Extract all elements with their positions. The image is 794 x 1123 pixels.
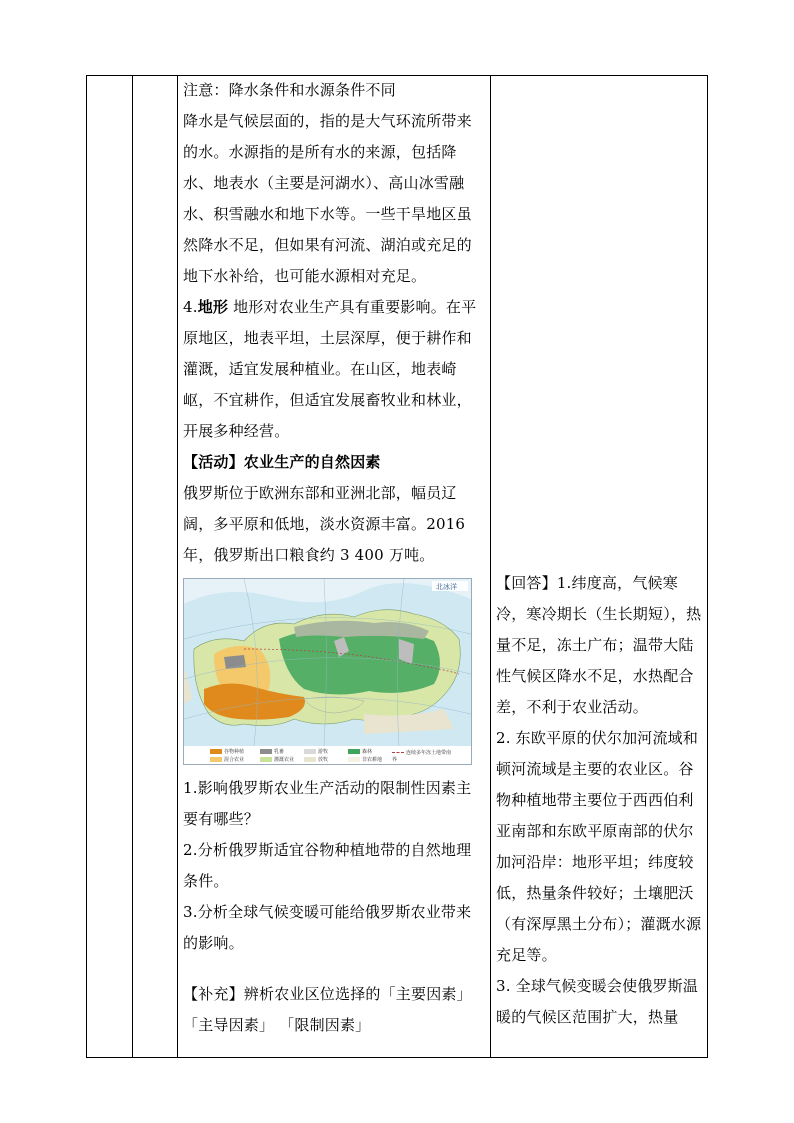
answer-1: 【回答】1.纬度高，气候寒冷，寒冷期长（生长期短），热量不足，冻土广布；温带大陆性气候区降水不足，水热配合差，不利于农业活动。 — [496, 574, 702, 716]
answer-column — [491, 76, 707, 1057]
legend-grain: 谷物种植 — [210, 748, 244, 755]
answer-2: 2. 东欧平原的伏尔加河流域和顿河流域是主要的农业区。谷物种植地带主要位于西西伯利亚南部和东欧平原南部的伏尔加河沿岸：地形平坦；纬度较低，热量条件较好；土壤肥沃（有深厚黑土分布）；灌溉水源充足等。 — [496, 729, 702, 964]
terrain-body: 地形对农业生产具有重要影响。在平原地区，地表平坦，土层深厚，便于耕作和灌溉，适宜发展种植业。在山区，地表崎岖，不宜耕作，但适宜发展畜牧业和林业，开展多种经营。 — [183, 298, 477, 440]
answer-3: 3. 全球气候变暖会使俄罗斯温暖的气候区范围扩大，热量 — [496, 977, 699, 1026]
legend-dairy: 乳畜 — [260, 748, 284, 755]
legend-permafrost: 连续多年冻土地带南界 — [392, 750, 452, 763]
lesson-table — [86, 75, 708, 1058]
content-column — [178, 76, 489, 1057]
terrain-number: 4. — [183, 298, 198, 316]
activity-body: 俄罗斯位于欧洲东部和亚洲北部，幅员辽阔，多平原和低地，淡水资源丰富。2016 年，俄罗斯出口粮食约 3 400 万吨。 — [183, 484, 466, 564]
map-graphic — [184, 579, 471, 746]
legend-irrigation: 灌溉农业 — [260, 756, 294, 763]
column-divider-1 — [132, 76, 133, 1057]
legend-nonfarm: 非农耕地 — [348, 756, 382, 763]
legend-forest: 森林 — [348, 748, 372, 755]
legend-mixed: 混合农业 — [210, 756, 244, 763]
answer-label: 【回答】 — [496, 574, 557, 592]
legend-nomad: 游牧 — [304, 748, 328, 755]
question-2: 2.分析俄罗斯适宜谷物种植地带的自然地理条件。 — [183, 841, 472, 890]
terrain-paragraph — [183, 292, 483, 447]
terrain-title: 地形 — [197, 298, 229, 316]
legend-grazing: 放牧 — [304, 756, 328, 763]
ocean-label: 北冰洋 — [436, 583, 457, 591]
note-body: 降水是气候层面的，指的是大气环流所带来的水。水源指的是所有水的来源，包括降水、地表水（主要是河湖水）、高山冰雪融水、积雪融水和地下水等。一些干旱地区虽然降水不足，但如果有河流、湖泊或充足的地下水补给，也可能水源相对充足。 — [183, 112, 472, 285]
map-legend — [184, 746, 471, 764]
question-1: 1.影响俄罗斯农业生产活动的限制性因素主要有哪些？ — [183, 779, 472, 828]
note-heading: 注意：降水条件和水源条件不同 — [183, 81, 396, 99]
question-3: 3.分析全球气候变暖可能给俄罗斯农业带来的影响。 — [183, 903, 472, 952]
activity-title: 【活动】农业生产的自然因素 — [183, 453, 381, 471]
supplement: 【补充】辨析农业区位选择的「主要因素」「主导因素」 「限制因素」 — [183, 985, 472, 1034]
russia-agriculture-map — [183, 578, 472, 765]
